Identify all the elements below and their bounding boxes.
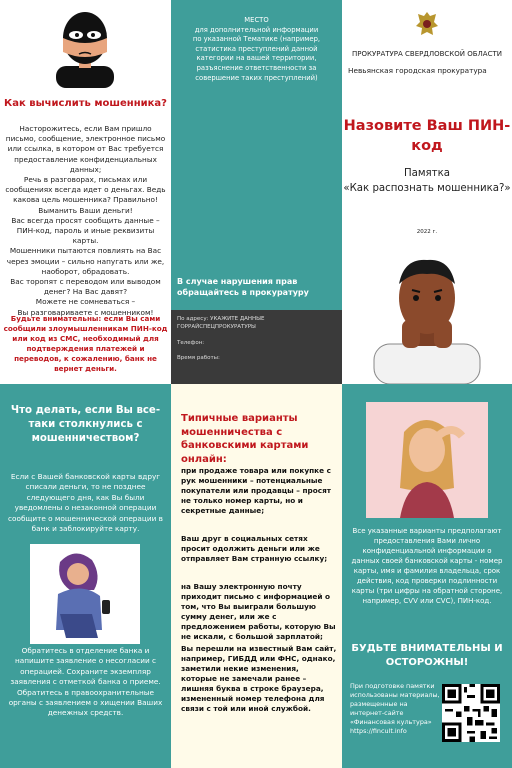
- cover-subtitle: Памятка: [403, 168, 451, 179]
- qr-code-icon[interactable]: [442, 684, 500, 742]
- phone-line: Телефон:: [177, 340, 205, 346]
- panel-cover: [342, 0, 512, 384]
- bank-warning-text: Будьте внимательны: если Вы сами сообщили злоумышленникам ПИН-код или код из СМС, необходимый для подтверждения платежей и переводов, к сожалению, банк не вернет деньги.: [3, 314, 168, 373]
- address-line: По адресу: УКАЖИТЕ ДАННЫЕ ГОРРАЙСПЕЦПРОКУРАТУРЫ: [177, 316, 265, 330]
- panel-typical-schemes: [171, 384, 342, 768]
- cover-title: Назовите Ваш ПИН-код: [343, 118, 511, 154]
- be-careful-text: БУДЬТЕ ВНИМАТЕЛЬНЫ И ОСТОРОЖНЫ!: [351, 643, 503, 668]
- typical-schemes-heading: Типичные варианты мошенничества с банковскими картами онлайн:: [181, 413, 309, 465]
- scheme-item: на Вашу электронную почту приходит письмо с информацией о том, что Вы выиграли большую сумму денег, или же с предложением работы, которую Вы не искали, с большой зарплатой;: [181, 582, 336, 641]
- panel-what-to-do: [0, 384, 171, 768]
- cover-subtitle-2: «Как распознать мошенника?»: [343, 183, 511, 194]
- what-to-do-text-2: Обратитесь в отделение банка и напишите заявление о несогласии с операцией. Сохраните экземпляр заявления с отметкой банка о приеме. Обратитесь в правоохранительные органы с заявлением о хищении Ваших денежных средств.: [8, 646, 163, 718]
- headache-woman-icon: [366, 402, 488, 518]
- contact-prosecutor-text: В случае нарушения прав обращайтесь в прокуратуру: [177, 277, 309, 297]
- sources-text: При подготовке памятки использованы материалы, размещенные на интернет-сайте «Финансовая культура» https://fincult.info: [350, 682, 440, 735]
- scheme-item: при продаже товара или покупке с рук мошенники – потенциальные покупатели или продавцы – просят не только номер карты, но и секретные данные;: [181, 466, 331, 515]
- hours-line: Время работы:: [177, 355, 220, 361]
- panel-be-careful: [342, 384, 512, 768]
- org-subname: Невьянская городская прокуратура: [348, 66, 487, 75]
- thief-icon: [52, 4, 118, 88]
- how-to-detect-text: Насторожитесь, если Вам пришло письмо, сообщение, электронное письмо или ссылка, в котором от Вас требуется предоставление конфиденциальных данных; Речь в разговорах, письмах или сообщениях всегда идет о деньгах. Ведь какова цель мошенника? Правильно! Выманить Ваши деньги! Вас всегда просят сообщить данные – ПИН-код, пароль и иные реквизиты карты. Мошенники пытаются повлиять на Вас через эмоции – сильно напугать или же, наоборот, обрадовать. Вас торопят с переводом или выводом денег? На Вас давят? Можете не сомневаться – Вы разговариваете с мошенником!: [5, 124, 166, 317]
- what-to-do-text-1: Если с Вашей банковской карты вдруг списали деньги, то не позднее следующего дня, как Вы были уведомлены о незаконной операции сообщите о мошеннической операции в банк и заблокируйте карту.: [8, 472, 163, 534]
- sad-woman-icon: [30, 544, 140, 644]
- worried-man-icon: [342, 248, 512, 384]
- placeholder-text: МЕСТО для дополнительной информации по указанной Тематике (например, статистика преступлений данной категории на вашей территории, разъяснение ответственности за совершение таких преступлений): [192, 16, 321, 82]
- panel-how-to-detect: [0, 0, 171, 384]
- scheme-item: Вы перешли на известный Вам сайт, например, ГИБДД или ФНС, однако, заметили некие изменения, которые не замечали ранее – лишняя буква в строке браузера, измененный номер телефона для связи с той или иной службой.: [181, 644, 337, 713]
- cover-year: 2022 г.: [416, 229, 438, 235]
- contact-box: [171, 310, 342, 384]
- panel-placeholder-info: [171, 0, 342, 384]
- conclusion-text: Все указанные варианты предполагают предоставления Вами лично конфиденциальной информации о данных своей банковской карты - номер карты, имя и фамилия владельца, срок действия, код проверки подлинности карты (три цифры на обратной стороне, например, CVV или CVC), ПИН-код.: [351, 527, 503, 605]
- emblem-icon: [414, 10, 440, 38]
- scheme-item: Ваш друг в социальных сетях просит одолжить деньги или же отправляет Вам странную ссылку;: [181, 534, 328, 563]
- what-to-do-heading: Что делать, если Вы все-таки столкнулись с мошенничеством?: [10, 405, 161, 444]
- how-to-detect-heading: Как вычислить мошенника?: [4, 98, 167, 109]
- org-name: ПРОКУРАТУРА СВЕРДЛОВСКОЙ ОБЛАСТИ: [352, 50, 502, 58]
